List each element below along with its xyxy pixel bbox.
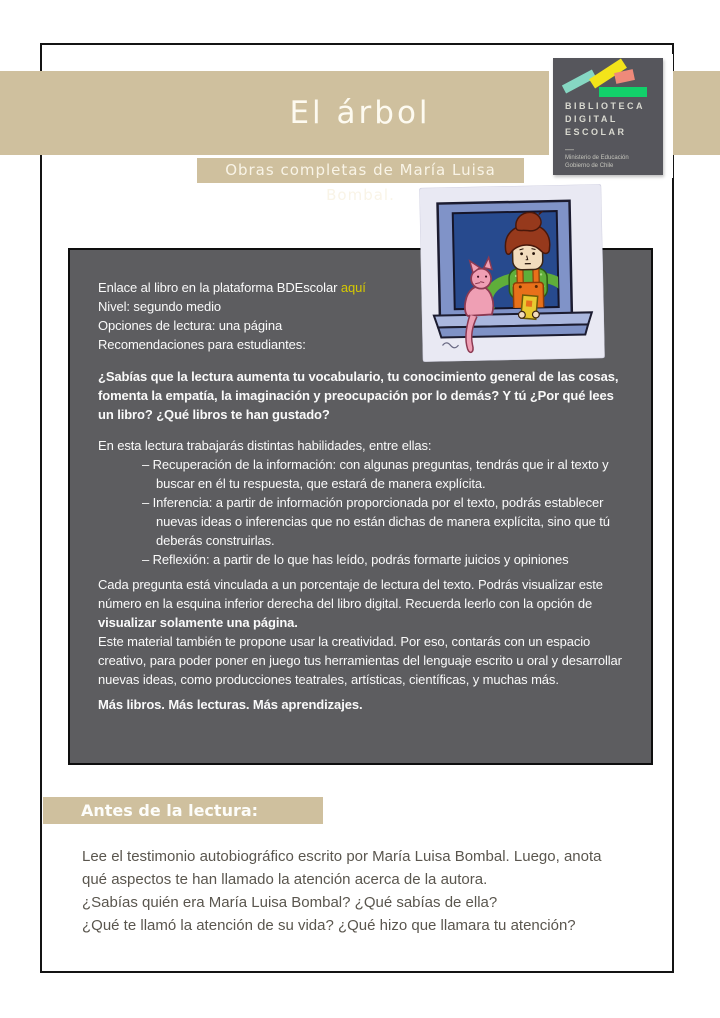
logo-word-digital: DIGITAL bbox=[565, 114, 618, 124]
before-reading-question-2: ¿Qué te llamó la atención de su vida? ¿Qué hizo que llamara tu atención? bbox=[82, 917, 576, 934]
girl-right-hand bbox=[532, 311, 539, 318]
skill-item-inferencia: – Inferencia: a partir de información proporcionada por el texto, podrás establecer nuevas ideas o inferencias que no están dichas de manera explícita, sino que tú deberás construirlas. bbox=[142, 495, 610, 548]
logo-dash: — bbox=[565, 144, 574, 154]
girl-cat-window-illustration bbox=[419, 184, 605, 362]
logo-word-escolar: ESCOLAR bbox=[565, 127, 627, 137]
logo-ministry-line2: Gobierno de Chile bbox=[565, 163, 614, 169]
bdescolar-logo bbox=[553, 58, 663, 175]
subtitle-band: Obras completas de María Luisa Bombal. bbox=[197, 158, 524, 183]
options-line: Opciones de lectura: una página bbox=[98, 318, 283, 333]
before-reading-paragraph: Lee el testimonio autobiográfico escrito por María Luisa Bombal. Luego, anota qué aspectos te han llamado la atención acerca de la autora. bbox=[82, 848, 602, 888]
logo-word-biblioteca: BIBLIOTECA bbox=[565, 101, 645, 111]
aqui-link[interactable]: aquí bbox=[340, 280, 366, 295]
skill-item-reflexion: – Reflexión: a partir de lo que has leído, podrás formarte juicios y opiniones bbox=[142, 552, 569, 567]
skill-item-recuperacion: – Recuperación de la información: con algunas preguntas, tendrás que ir al texto y buscar en él tu respuesta, que estará de manera explícita. bbox=[142, 457, 609, 491]
page-title: El árbol bbox=[289, 95, 431, 131]
logo-ministry-line1: Ministerio de Educación bbox=[565, 155, 629, 161]
logo-ministry-text bbox=[565, 154, 629, 170]
before-reading-heading-band: Antes de la lectura: bbox=[43, 797, 323, 824]
percentage-text: Cada pregunta está vinculada a un porcentaje de lectura del texto. Podrás visualizar este número en la esquina inferior derecha del libro digital. Recuerda leerlo con la opción de bbox=[98, 577, 603, 611]
closing-slogan-text: Más libros. Más lecturas. Más aprendizajes. bbox=[98, 697, 363, 712]
before-reading-text bbox=[82, 845, 627, 937]
creative-paragraph: Este material también te propone usar la creatividad. Por eso, contarás con un espacio creativo, para poder poner en juego tus herramientas del lenguaje escrito u oral y desarrollar nuevas ideas, como producciones teatrales, artísticas, científicas, y muchas más. bbox=[98, 634, 622, 687]
logo-salmon-stripe-icon bbox=[614, 69, 635, 84]
intro-bold-paragraph bbox=[98, 367, 623, 424]
logo-green-stripe-icon bbox=[599, 87, 647, 97]
percentage-bold-text: visualizar solamente una página. bbox=[98, 615, 298, 630]
window-sill bbox=[434, 312, 592, 337]
intro-bold-text: ¿Sabías que la lectura aumenta tu vocabulario, tu conocimiento general de las cosas, fomenta la empatía, la imaginación y preocupación por lo demás? Y tú ¿Por qué lees un libro? ¿Qué libros te han gustado? bbox=[98, 369, 619, 422]
girl-left-hand bbox=[518, 311, 525, 318]
before-reading-question-1: ¿Sabías quién era María Luisa Bombal? ¿Qué sabías de ella? bbox=[82, 894, 498, 911]
window bbox=[438, 201, 572, 322]
recommendations-line: Recomendaciones para estudiantes: bbox=[98, 337, 306, 352]
platform-link-prefix: Enlace al libro en la plataforma BDEscolar bbox=[98, 280, 341, 295]
level-line: Nivel: segundo medio bbox=[98, 299, 222, 314]
closing-slogan bbox=[98, 695, 623, 714]
percentage-paragraph bbox=[98, 575, 623, 632]
skills-intro-line: En esta lectura trabajarás distintas habilidades, entre ellas: bbox=[98, 438, 432, 453]
